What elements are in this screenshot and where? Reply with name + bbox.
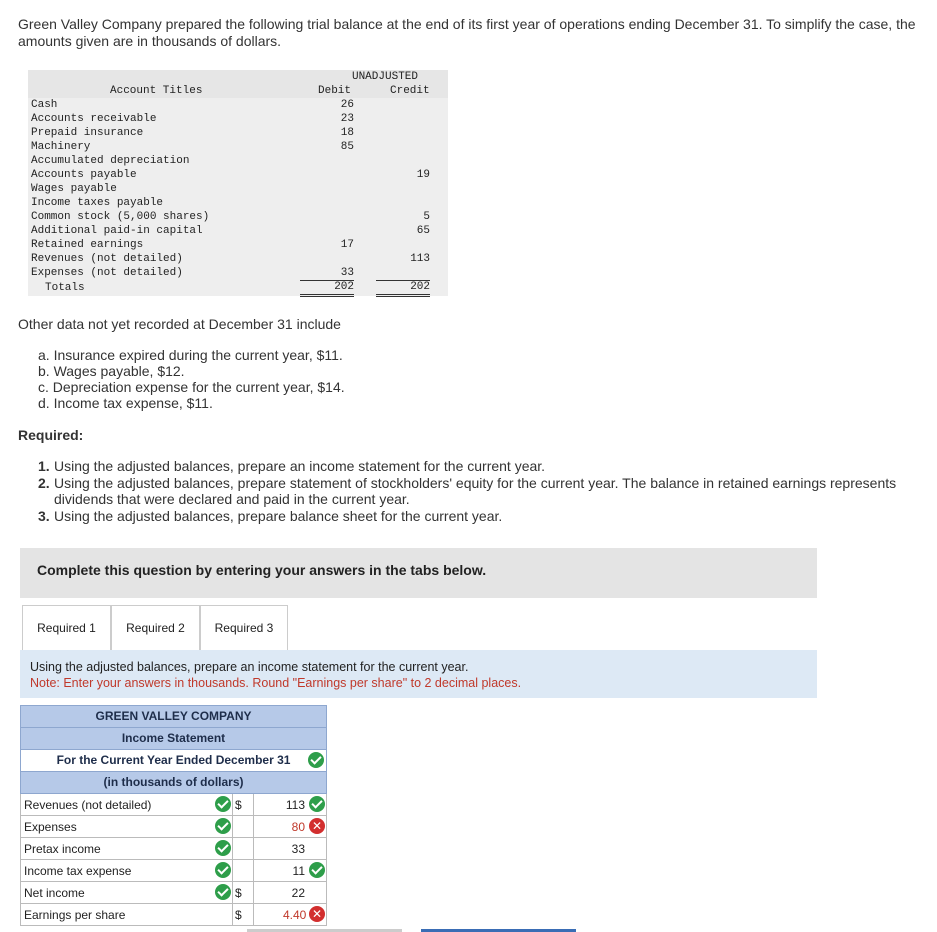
- statement-title: Income Statement: [20, 728, 327, 750]
- requirement-item: [38, 458, 898, 475]
- debit-header: Debit: [318, 85, 352, 97]
- total-debit: 202: [300, 280, 354, 297]
- requirements-list: [38, 458, 898, 524]
- amount-input[interactable]: 33: [291, 842, 305, 856]
- check-icon: [215, 862, 231, 878]
- account-name: Income taxes payable: [31, 197, 164, 209]
- other-data-list: [38, 347, 345, 411]
- check-icon: [309, 862, 325, 878]
- account-name: Machinery: [31, 141, 91, 153]
- dollar-sign: $: [235, 886, 242, 900]
- column-divider: [232, 838, 233, 859]
- trial-balance-row: [28, 126, 448, 140]
- row-label-input[interactable]: Expenses: [24, 820, 77, 834]
- check-icon: [215, 796, 231, 812]
- requirement-number: 1.: [38, 458, 50, 474]
- column-divider: [253, 860, 254, 881]
- period-text: For the Current Year Ended December 31: [56, 753, 291, 767]
- trial-balance-row: [28, 210, 448, 224]
- problem-intro: Green Valley Company prepared the following trial balance at the end of its first year of operations ending December 31. To simplify the case, the amounts given are in thousands of dollars.: [18, 16, 916, 49]
- total-credit: 202: [376, 280, 430, 297]
- account-name: Cash: [31, 99, 58, 111]
- debit-amount: 26: [340, 99, 354, 111]
- error-x-icon: ✕: [309, 906, 325, 922]
- trial-balance-table: [28, 70, 448, 296]
- column-divider: [253, 794, 254, 815]
- row-label-input[interactable]: Net income: [24, 886, 85, 900]
- trial-balance-row: [28, 140, 448, 154]
- totals-label: Totals: [45, 282, 85, 294]
- trial-balance-row: [28, 182, 448, 196]
- column-divider: [253, 904, 254, 925]
- banner-text: Complete this question by entering your answers in the tabs below.: [37, 562, 487, 578]
- income-statement-row: [20, 860, 327, 882]
- other-data-item: b. Wages payable, $12.: [38, 363, 185, 379]
- debit-amount: 85: [340, 141, 354, 153]
- tab-required-2[interactable]: Required 2: [111, 605, 200, 651]
- account-name: Common stock (5,000 shares): [31, 211, 210, 223]
- trial-balance-row: [28, 224, 448, 238]
- required-heading: Required:: [18, 427, 84, 443]
- requirement-number: 3.: [38, 507, 50, 524]
- trial-balance-row: [28, 238, 448, 252]
- other-data-item: a. Insurance expired during the current year, $11.: [38, 347, 343, 363]
- trial-balance-row: [28, 112, 448, 126]
- trial-balance-row: [28, 196, 448, 210]
- account-name: Wages payable: [31, 183, 117, 195]
- requirement-item: [38, 508, 898, 525]
- trial-balance-row: [28, 266, 448, 280]
- debit-amount: 23: [340, 113, 354, 125]
- debit-amount: 33: [340, 267, 354, 279]
- column-divider: [232, 882, 233, 903]
- income-statement-rows: [20, 794, 327, 926]
- statement-units: (in thousands of dollars): [20, 772, 327, 794]
- trial-balance-row: [28, 252, 448, 266]
- amount-input[interactable]: 22: [291, 886, 305, 900]
- income-statement-row: [20, 838, 327, 860]
- debit-amount: 17: [340, 239, 354, 251]
- dollar-sign: $: [235, 908, 242, 922]
- column-divider: [232, 816, 233, 837]
- trial-balance-row: [28, 168, 448, 182]
- column-divider: [253, 816, 254, 837]
- company-name: GREEN VALLEY COMPANY: [20, 705, 327, 728]
- dollar-sign: $: [235, 798, 242, 812]
- account-name: Retained earnings: [31, 239, 144, 251]
- column-divider: [253, 838, 254, 859]
- requirement-text: Using the adjusted balances, prepare balance sheet for the current year.: [54, 507, 503, 524]
- tab-required-1[interactable]: Required 1: [22, 605, 111, 651]
- row-label-input[interactable]: Pretax income: [24, 842, 101, 856]
- income-statement-form: [20, 705, 327, 926]
- amount-input[interactable]: 80: [291, 820, 305, 834]
- income-statement-row: [20, 904, 327, 926]
- trial-balance-totals: [28, 280, 448, 296]
- instruction-note: Note: Enter your answers in thousands. Round "Earnings per share" to 2 decimal places.: [30, 676, 522, 690]
- instruction-text: Using the adjusted balances, prepare an income statement for the current year.: [30, 660, 469, 674]
- account-name: Accumulated depreciation: [31, 155, 190, 167]
- row-label-input[interactable]: Income tax expense: [24, 864, 132, 878]
- other-data-item: c. Depreciation expense for the current year, $14.: [38, 379, 345, 395]
- trial-balance-row: [28, 98, 448, 112]
- statement-period: [20, 750, 327, 772]
- instructions-banner: [20, 548, 817, 598]
- other-data-item: d. Income tax expense, $11.: [38, 395, 213, 411]
- amount-input[interactable]: 113: [285, 798, 305, 812]
- column-divider: [232, 860, 233, 881]
- column-divider: [232, 794, 233, 815]
- unadjusted-header: UNADJUSTED: [351, 71, 418, 83]
- account-titles-header: Account Titles: [110, 85, 203, 97]
- amount-input[interactable]: 11: [292, 864, 305, 878]
- account-name: Additional paid-in capital: [31, 225, 203, 237]
- requirement-text: Using the adjusted balances, prepare statement of stockholders' equity for the current year. The balance in retained earnings represents dividends that were declared and paid in the current year.: [54, 474, 897, 507]
- account-name: Accounts payable: [31, 169, 137, 181]
- tab-instructions: [20, 650, 817, 698]
- column-divider: [253, 882, 254, 903]
- requirement-item: [38, 475, 898, 508]
- income-statement-row: [20, 882, 327, 904]
- credit-amount: 65: [416, 225, 430, 237]
- credit-amount: 19: [416, 169, 430, 181]
- trial-balance-header: [28, 70, 448, 98]
- check-icon: [215, 884, 231, 900]
- check-icon: [309, 796, 325, 812]
- other-data-heading: Other data not yet recorded at December 31 include: [18, 316, 341, 332]
- income-statement-row: [20, 794, 327, 816]
- trial-balance-row: [28, 154, 448, 168]
- account-name: Expenses (not detailed): [31, 267, 183, 279]
- amount-input[interactable]: 4.40: [283, 908, 307, 922]
- credit-amount: 5: [423, 211, 430, 223]
- error-x-icon: ✕: [309, 818, 325, 834]
- column-divider: [232, 904, 233, 925]
- credit-amount: 113: [410, 253, 430, 265]
- requirement-number: 2.: [38, 474, 50, 491]
- check-icon: [215, 818, 231, 834]
- debit-amount: 18: [340, 127, 354, 139]
- row-label-input[interactable]: Earnings per share: [24, 908, 126, 922]
- account-name: Accounts receivable: [31, 113, 157, 125]
- income-statement-row: [20, 816, 327, 838]
- trial-balance-rows: [28, 98, 448, 280]
- requirement-text: Using the adjusted balances, prepare an income statement for the current year.: [54, 458, 546, 474]
- tab-required-3[interactable]: Required 3: [200, 605, 288, 651]
- account-name: Revenues (not detailed): [31, 253, 183, 265]
- account-name: Prepaid insurance: [31, 127, 144, 139]
- check-icon: [215, 840, 231, 856]
- row-label-input[interactable]: Revenues (not detailed): [24, 798, 152, 812]
- credit-header: Credit: [390, 85, 430, 97]
- check-icon: [308, 752, 324, 768]
